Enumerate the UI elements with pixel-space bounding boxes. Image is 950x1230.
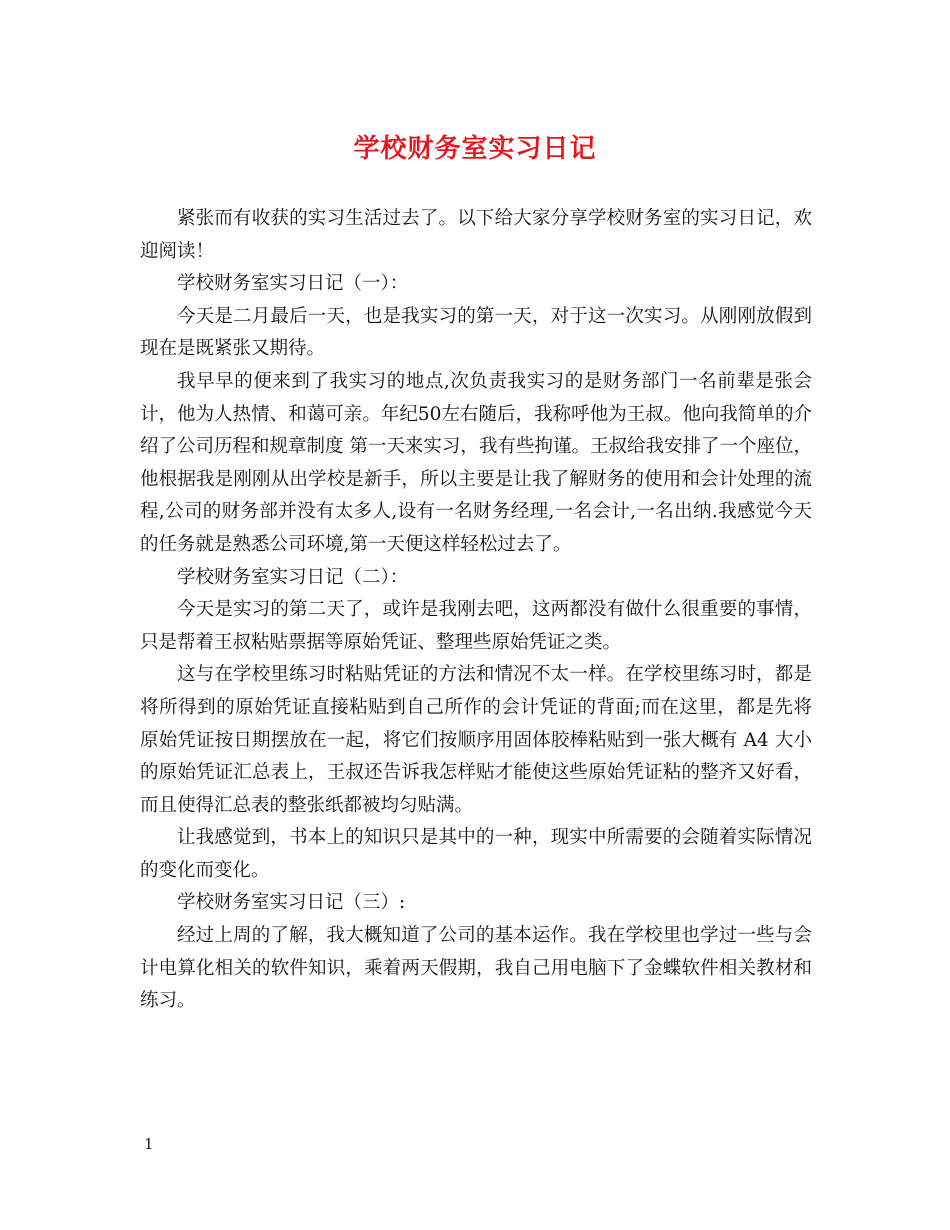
paragraph: 今天是二月最后一天，也是我实习的第一天，对于这一次实习。从刚刚放假到现在是既紧张又期待。 (140, 305, 812, 360)
paragraph: 我早早的便来到了我实习的地点,次负责我实习的是财务部门一名前辈是张会计，他为人热情、和蔼可亲。年纪50左右随后，我称呼他为王叔。他向我简单的介绍了公司历程和规章制度 第一天来实习，我有些拘谨。王叔给我安排了一个座位， 他根据我是刚刚从出学校是新手，所以主要是让我了解财务的使用和会计处理的流程,公司的财务部并没有太多人,设有一名财务经理,一名会计,一名出纳.我感觉今天的任务就是熟悉公司环境,第一天便这样轻松过去了。 (140, 370, 812, 555)
section-heading-2: 学校财务室实习日记（二）： (177, 566, 409, 588)
paragraph: 这与在学校里练习时粘贴凭证的方法和情况不太一样。在学校里练习时，都是将所得到的原始凭证直接粘贴到自己所作的会计凭证的背面;而在这里，都是先将原始凭证按日期摆放在一起，将它们按顺序用固体胶棒粘贴到一张大概有 A4 大小的原始凭证汇总表上，王叔还告诉我怎样贴才能使这些原始凭证粘的整齐又好看，而且使得汇总表的整张纸都被均匀贴满。 (140, 664, 812, 816)
paragraph-intro: 紧张而有收获的实习生活过去了。以下给大家分享学校财务室的实习日记，欢迎阅读！ (140, 208, 812, 262)
document-title: 学校财务室实习日记 (353, 134, 597, 164)
page-number: 1 (144, 1135, 154, 1153)
paragraph: 今天是实习的第二天了，或许是我刚去吧，这两都没有做什么很重要的事情，只是帮着王叔粘贴票据等原始凭证、整理些原始凭证之类。 (140, 599, 812, 653)
section-heading-3: 学校财务室实习日记（三）: (177, 892, 406, 914)
paragraph: 经过上周的了解，我大概知道了公司的基本运作。我在学校里也学过一些与会计电算化相关的软件知识，乘着两天假期，我自己用电脑下了金蝶软件相关教材和练习。 (140, 925, 812, 1012)
section-heading-1: 学校财务室实习日记（一）： (177, 273, 409, 295)
paragraph: 让我感觉到，书本上的知识只是其中的一种，现实中所需要的会随着实际情况的变化而变化。 (140, 827, 812, 881)
document-body (140, 203, 812, 1018)
